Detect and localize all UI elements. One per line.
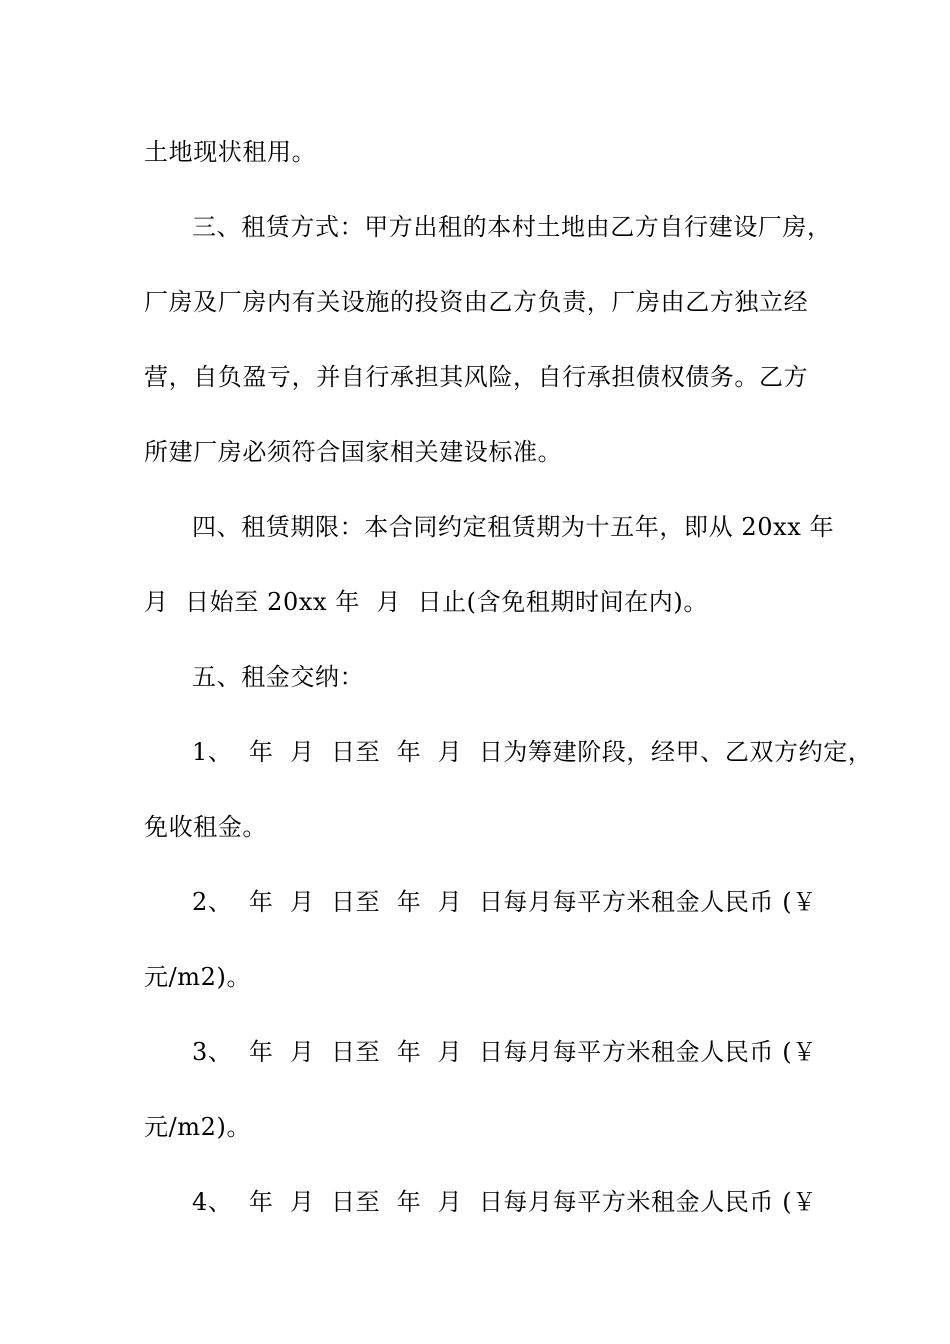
text-line: 五、租金交纳：	[192, 663, 365, 691]
text-line: 四、租赁期限：本合同约定租赁期为十五年，即从 20xx 年	[192, 513, 835, 541]
text-line: 月 日始至 20xx 年 月 日止(含免租期时间在内)。	[144, 588, 708, 616]
text-line: 2、 年 月 日至 年 月 日每月每平方米租金人民币 (￥	[192, 888, 817, 916]
text-line: 元/m2)。	[144, 963, 252, 991]
text-line: 元/m2)。	[144, 1113, 252, 1141]
text-line: 三、租赁方式：甲方出租的本村土地由乙方自行建设厂房，	[192, 213, 832, 241]
text-line: 土地现状租用。	[144, 138, 317, 166]
text-line: 营，自负盈亏，并自行承担其风险，自行承担债权债务。乙方	[144, 363, 809, 391]
text-line: 厂房及厂房内有关设施的投资由乙方负责，厂房由乙方独立经	[144, 288, 809, 316]
text-line: 4、 年 月 日至 年 月 日每月每平方米租金人民币 (￥	[192, 1188, 817, 1216]
text-line: 1、 年 月 日至 年 月 日为筹建阶段，经甲、乙双方约定，	[192, 738, 873, 766]
text-line: 所建厂房必须符合国家相关建设标准。	[144, 438, 563, 466]
text-line: 免收租金。	[144, 813, 267, 841]
text-line: 3、 年 月 日至 年 月 日每月每平方米租金人民币 (￥	[192, 1038, 817, 1066]
